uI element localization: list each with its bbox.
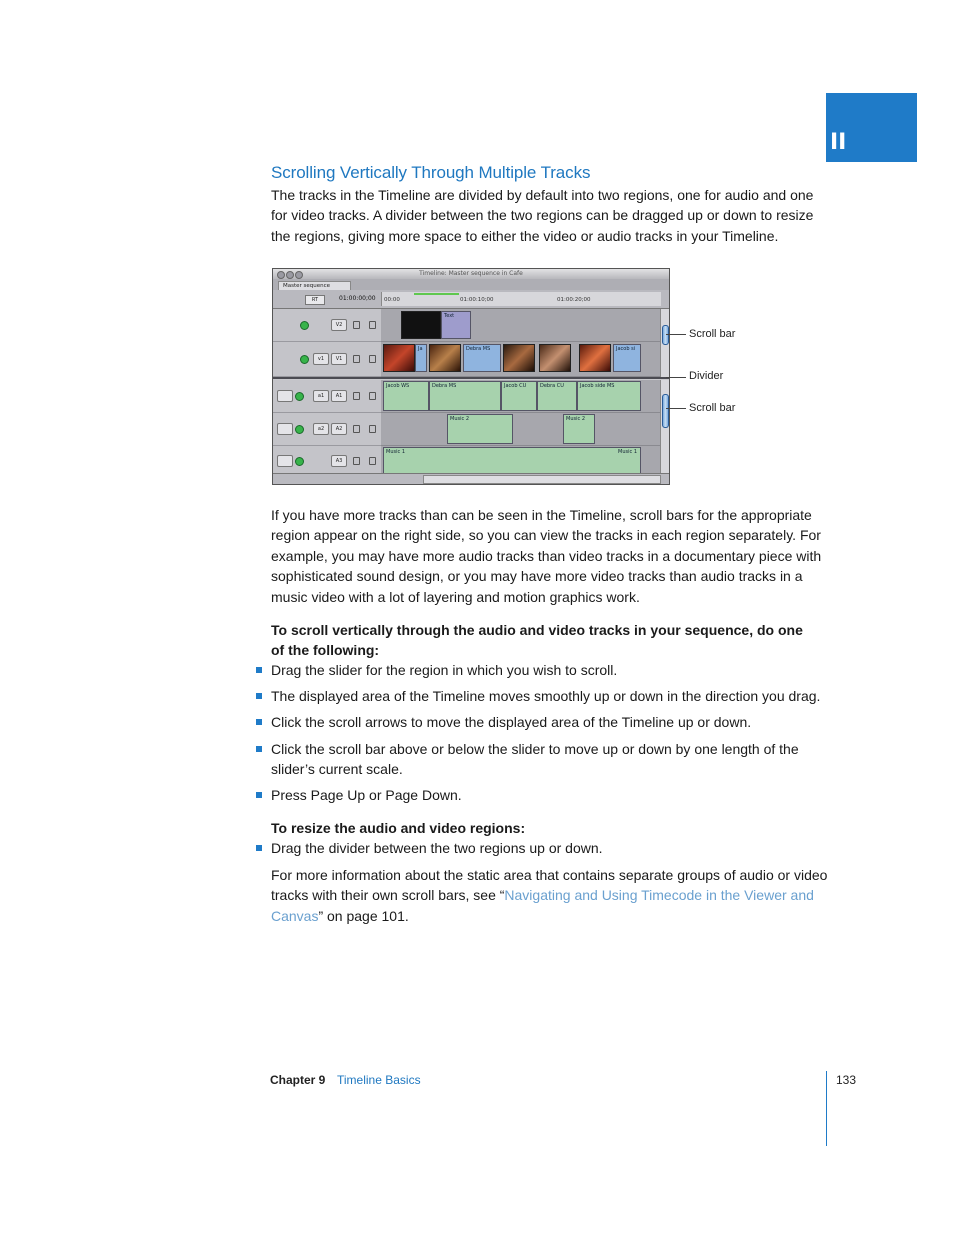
audio-clip[interactable]: Debra CU — [537, 381, 577, 411]
audio-clip-label: Music 1 — [618, 449, 637, 455]
audio-monitor-button[interactable] — [277, 423, 293, 435]
track-a1[interactable] — [381, 380, 661, 413]
video-clip[interactable]: Jacob si — [613, 344, 641, 372]
track-destination-label[interactable]: V2 — [331, 319, 347, 331]
track-a3[interactable] — [381, 446, 661, 476]
audio-clip-label: Music 1 — [386, 449, 405, 455]
window-title: Timeline: Master sequence in Cafe — [419, 270, 523, 277]
more-info-paragraph — [271, 865, 831, 926]
track-header-v2 — [273, 309, 381, 342]
scroll-steps-list — [271, 660, 831, 680]
horizontal-scroll-bar[interactable] — [423, 475, 661, 484]
lock-icon[interactable] — [353, 425, 360, 433]
footer-rule — [826, 1071, 827, 1146]
audio-monitor-button[interactable] — [277, 390, 293, 402]
timeline-bottom-bar — [273, 473, 669, 484]
link-icon[interactable] — [369, 321, 376, 329]
procedure-heading-resize: To resize the audio and video regions: — [271, 820, 526, 836]
video-clip[interactable]: Debra MS — [463, 344, 501, 372]
video-scroll-bar[interactable] — [660, 309, 669, 377]
more-info-page-ref: ” on page 101. — [318, 907, 409, 924]
region-divider[interactable] — [273, 377, 669, 379]
track-source-label[interactable]: a2 — [313, 423, 329, 435]
lock-icon[interactable] — [353, 355, 360, 363]
text-clip[interactable]: Text — [441, 311, 471, 339]
timeline-ruler — [273, 290, 669, 309]
track-a2[interactable] — [381, 413, 661, 446]
video-thumbnail — [579, 344, 611, 372]
ruler-label: 00:00 — [384, 297, 400, 303]
track-visibility-button[interactable] — [300, 321, 309, 330]
track-audibility-button[interactable] — [295, 392, 304, 401]
current-timecode[interactable]: 01:00:00;00 — [339, 295, 376, 302]
link-icon[interactable] — [369, 392, 376, 400]
scroll-steps-list — [271, 739, 831, 780]
lock-icon[interactable] — [353, 457, 360, 465]
title-clip-thumbnail — [401, 311, 441, 339]
callout-scroll-bar-bottom: Scroll bar — [689, 402, 736, 414]
track-header-v1 — [273, 342, 381, 377]
ruler-scale[interactable] — [381, 292, 661, 306]
audio-clip[interactable]: Jacob CU — [501, 381, 537, 411]
link-icon[interactable] — [369, 355, 376, 363]
video-thumbnail — [539, 344, 571, 372]
track-destination-label[interactable]: A3 — [331, 455, 347, 467]
callout-leader — [666, 377, 686, 378]
video-scroll-slider[interactable] — [662, 325, 669, 345]
list-item: The displayed area of the Timeline moves smoothly up or down in the direction you drag. — [271, 686, 831, 706]
list-item: Click the scroll arrows to move the displayed area of the Timeline up or down. — [271, 712, 831, 732]
list-item: Click the scroll bar above or below the slider to move up or down by one length of the slider’s current scale. — [271, 739, 831, 780]
procedure-heading-scroll: To scroll vertically through the audio and video tracks in your sequence, do one of the following: — [271, 622, 803, 659]
track-header-a2 — [273, 413, 381, 446]
video-thumbnail — [429, 344, 461, 372]
track-destination-label[interactable]: A2 — [331, 423, 347, 435]
page-number: 133 — [836, 1073, 857, 1087]
audio-clip[interactable]: Music 2 — [563, 414, 595, 444]
audio-clip[interactable]: Music 2 — [447, 414, 513, 444]
track-v1[interactable] — [381, 342, 661, 377]
section-heading: Scrolling Vertically Through Multiple Tracks — [271, 163, 591, 182]
scroll-steps-list — [271, 686, 831, 706]
track-audibility-button[interactable] — [295, 457, 304, 466]
track-source-label[interactable]: a1 — [313, 390, 329, 402]
lock-icon[interactable] — [353, 392, 360, 400]
intro-paragraph: The tracks in the Timeline are divided by default into two regions, one for audio and one for video tracks. A divider between the two regions can be dragged up or down to resize the regions, giving more space to either the video or audio tracks in your Timeline. — [271, 187, 814, 244]
list-item: Drag the divider between the two regions up or down. — [271, 838, 831, 858]
footer-chapter-title[interactable]: Timeline Basics — [337, 1073, 421, 1087]
track-header-a3 — [273, 446, 381, 476]
track-source-label[interactable]: v1 — [313, 353, 329, 365]
link-icon[interactable] — [369, 425, 376, 433]
callout-leader — [666, 334, 686, 335]
callout-scroll-bar-top: Scroll bar — [689, 328, 736, 340]
audio-scroll-bar[interactable] — [660, 380, 669, 475]
track-header-a1 — [273, 380, 381, 413]
audio-clip[interactable]: Debra MS — [429, 381, 501, 411]
tab-master-sequence[interactable]: Master sequence — [278, 281, 351, 291]
render-status-bar — [414, 293, 459, 295]
callout-leader — [666, 408, 686, 409]
list-item: Drag the slider for the region in which you wish to scroll. — [271, 660, 831, 680]
timeline-screenshot — [272, 268, 670, 485]
list-item: Press Page Up or Page Down. — [271, 785, 831, 805]
track-destination-label[interactable]: A1 — [331, 390, 347, 402]
audio-clip[interactable]: Jacob WS — [383, 381, 429, 411]
link-icon[interactable] — [369, 457, 376, 465]
resize-steps-list — [271, 838, 831, 858]
scroll-steps-list — [271, 712, 831, 732]
video-clip[interactable]: Ja — [415, 344, 427, 372]
footer-chapter: Chapter 9 — [270, 1073, 326, 1087]
ruler-label: 01:00:10;00 — [460, 297, 494, 303]
cross-reference-link[interactable]: Navigating and Using Timecode in the Viewer and Canvas — [271, 887, 814, 924]
scroll-bars-paragraph: If you have more tracks than can be seen in the Timeline, scroll bars for the appropriate region appear on the right side, so you can view the tracks in each region separately. For example, you may have more audio tracks than video tracks in a documentary piece with sophisticated sound design, or you may have more video tracks than audio tracks in a music video with a lot of layering and motion graphics work. — [271, 507, 822, 605]
audio-clip[interactable] — [383, 447, 641, 474]
track-destination-label[interactable]: V1 — [331, 353, 347, 365]
sequence-tab-row — [273, 279, 669, 290]
video-thumbnail — [383, 344, 415, 372]
scroll-steps-list — [271, 785, 831, 805]
part-tab: II — [826, 93, 917, 162]
track-audibility-button[interactable] — [295, 425, 304, 434]
video-thumbnail — [503, 344, 535, 372]
track-v2[interactable] — [381, 309, 661, 342]
rt-popup[interactable]: RT — [305, 295, 325, 305]
audio-monitor-button[interactable] — [277, 455, 293, 467]
more-info-text: For more information about the static area that contains separate groups of audio or video tracks with their own scroll bars, see “ — [271, 867, 828, 904]
audio-scroll-slider[interactable] — [662, 394, 669, 428]
lock-icon[interactable] — [353, 321, 360, 329]
callout-divider: Divider — [689, 370, 724, 382]
audio-clip[interactable]: Jacob side MS — [577, 381, 641, 411]
track-visibility-button[interactable] — [300, 355, 309, 364]
ruler-label: 01:00:20;00 — [557, 297, 591, 303]
